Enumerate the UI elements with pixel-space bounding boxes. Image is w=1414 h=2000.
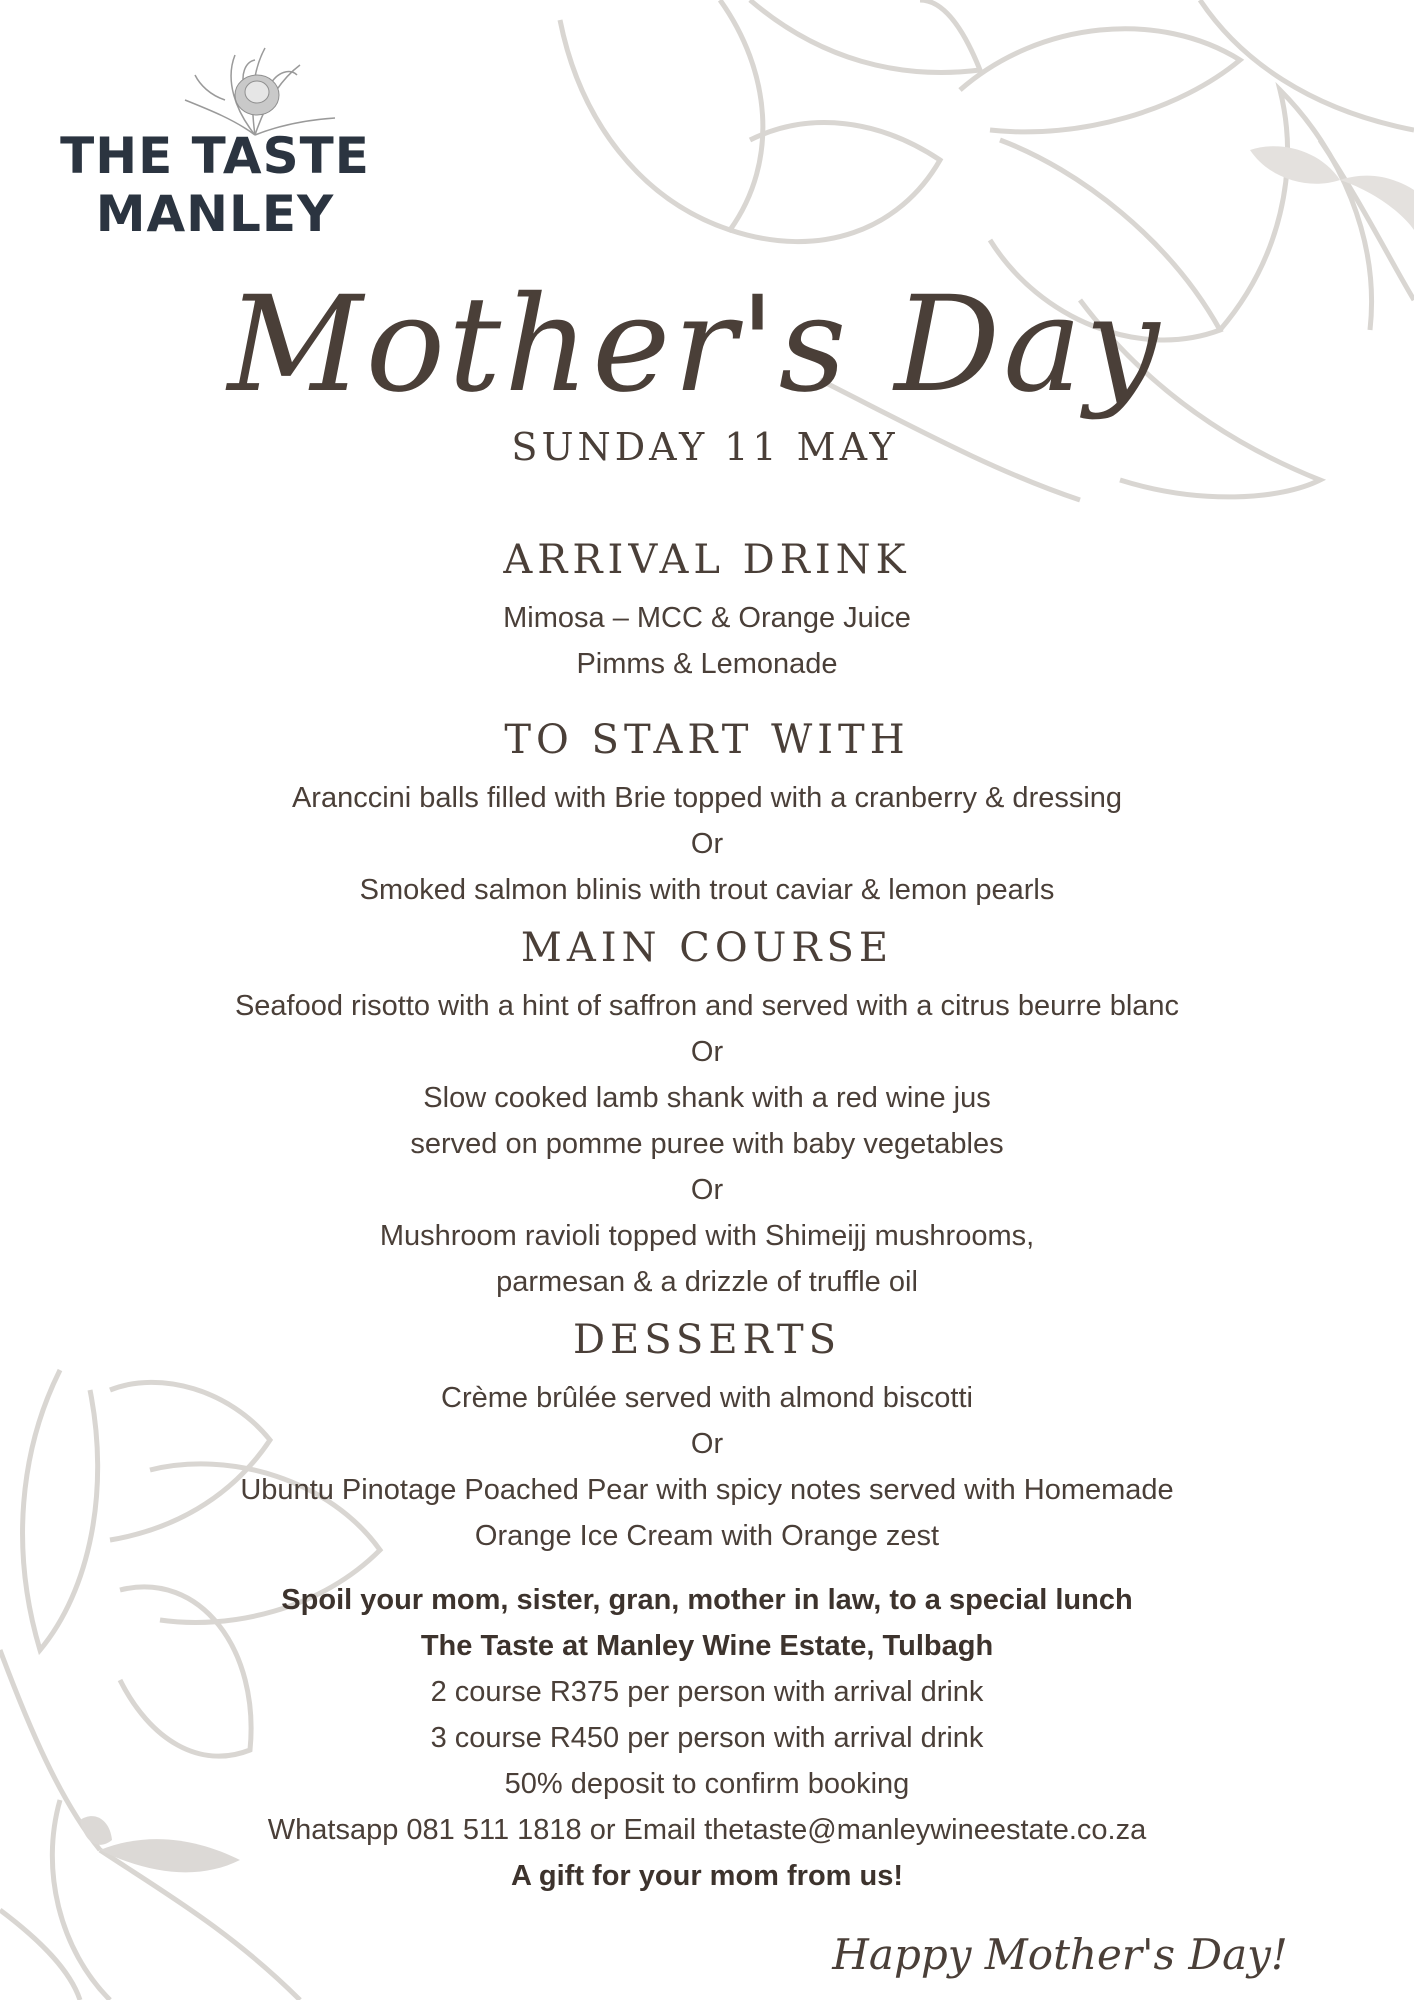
menu-item: Slow cooked lamb shank with a red wine jus xyxy=(423,1082,991,1114)
section-main-course xyxy=(107,913,1307,1305)
price-two-course: 2 course R375 per person with arrival drink xyxy=(430,1676,984,1708)
section-desserts xyxy=(107,1305,1307,1559)
menu-item: Or xyxy=(690,1174,724,1206)
menu-item: served on pomme puree with baby vegetables xyxy=(410,1128,1004,1160)
menu-item: Mimosa – MCC & Orange Juice xyxy=(503,602,911,634)
protea-flower-icon xyxy=(165,40,345,140)
menu-item: Or xyxy=(690,828,724,860)
section-heading: TO START WITH xyxy=(504,717,910,763)
menu-item: Or xyxy=(690,1036,724,1068)
logo-wordmark xyxy=(55,126,375,242)
venue-text: The Taste at Manley Wine Estate, Tulbagh xyxy=(420,1630,994,1662)
menu-item: Pimms & Lemonade xyxy=(576,648,838,680)
logo-line-1: THE TASTE xyxy=(60,127,370,185)
menu-item: Seafood risotto with a hint of saffron and served with a citrus beurre blanc xyxy=(234,990,1180,1022)
page-title: Mother's Day xyxy=(227,268,1163,422)
logo-line-2: MANLEY xyxy=(95,185,335,243)
section-heading: ARRIVAL DRINK xyxy=(503,537,911,583)
section-heading: MAIN COURSE xyxy=(520,925,894,971)
menu-item: Smoked salmon blinis with trout caviar & lemon pearls xyxy=(359,874,1055,906)
promo-text: Spoil your mom, sister, gran, mother in law, to a special lunch xyxy=(281,1584,1133,1616)
closing-signature: Happy Mother's Day! xyxy=(832,1930,1288,1979)
section-to-start-with xyxy=(107,705,1307,913)
menu-item: Mushroom ravioli topped with Shimeijj mushrooms, xyxy=(379,1220,1035,1252)
menu-item: parmesan & a drizzle of truffle oil xyxy=(496,1266,918,1298)
menu-item: Crème brûlée served with almond biscotti xyxy=(441,1382,973,1414)
contact-text: Whatsapp 081 511 1818 or Email thetaste@manleywineestate.co.za xyxy=(267,1814,1147,1846)
deposit-text: 50% deposit to confirm booking xyxy=(504,1768,910,1800)
price-three-course: 3 course R450 per person with arrival drink xyxy=(430,1722,984,1754)
booking-info xyxy=(107,1577,1307,1899)
menu-item: Orange Ice Cream with Orange zest xyxy=(474,1520,940,1552)
menu-item: Aranccini balls filled with Brie topped with a cranberry & dressing xyxy=(291,782,1123,814)
gift-text: A gift for your mom from us! xyxy=(510,1860,904,1892)
menu xyxy=(107,525,1307,1899)
section-heading: DESSERTS xyxy=(572,1317,842,1363)
event-date: SUNDAY 11 MAY xyxy=(511,425,899,469)
menu-item: Or xyxy=(690,1428,724,1460)
menu-item: Ubuntu Pinotage Poached Pear with spicy notes served with Homemade xyxy=(240,1474,1174,1506)
section-arrival-drink xyxy=(107,525,1307,687)
